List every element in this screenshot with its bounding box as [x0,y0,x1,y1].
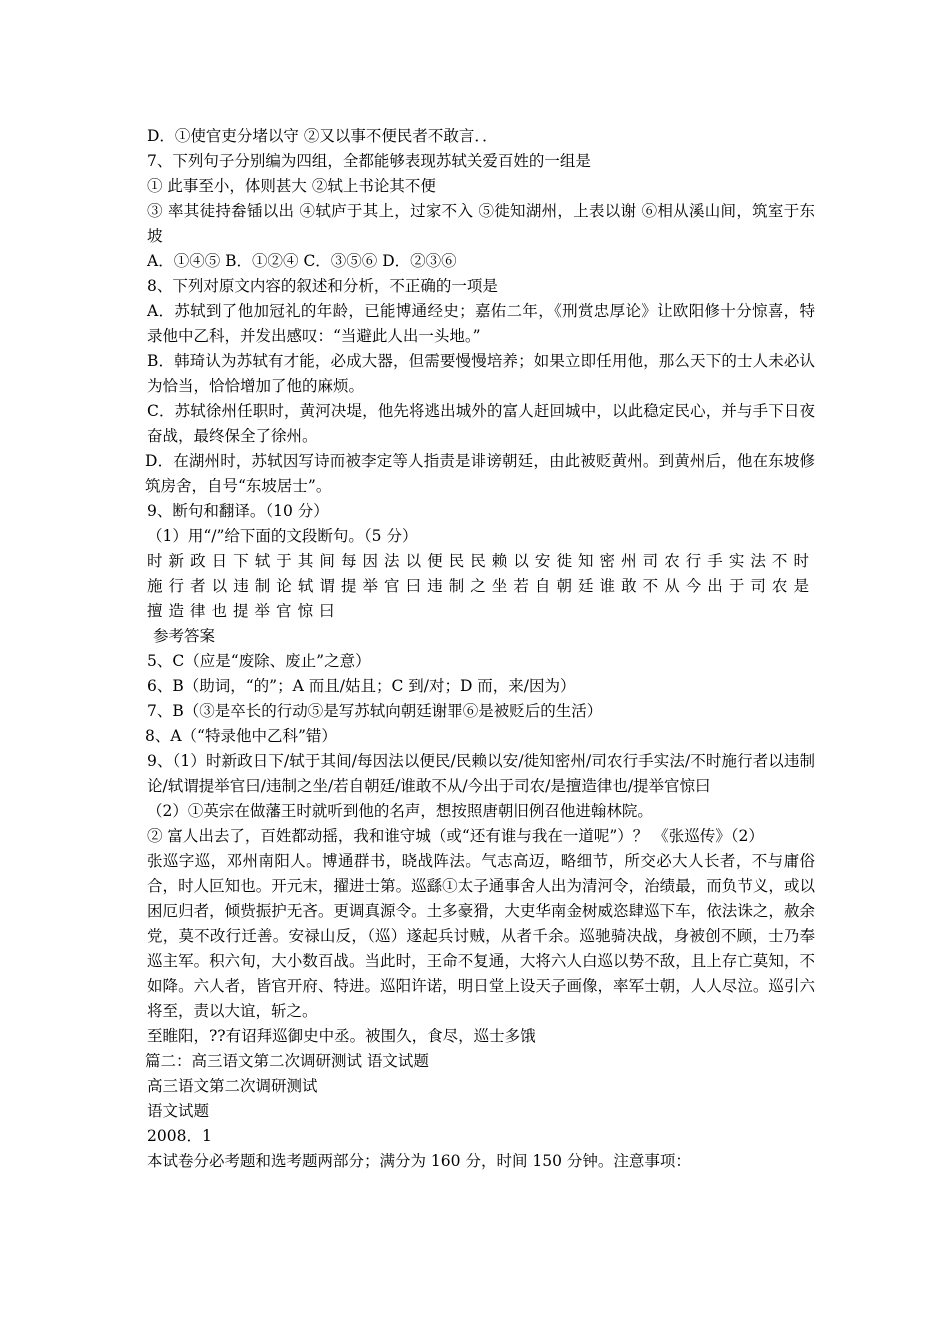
option-d-q6: D．①使官吏分堵以守 ②又以事不便民者不敢言．． [147,127,498,145]
answer-9-2a: （2）①英宗在做藩王时就听到他的名声，想按照唐朝旧例召他进翰林院。 [147,802,653,820]
q9-part-1: （1）用“/”给下面的文段断句。（5 分） [147,527,418,545]
q7-items-1: ① 此事至小，体则甚大 ②轼上书论其不便 [147,177,436,195]
zhang-xun-passage-cont: 至睢阳，??有诏拜巡御史中丞。被围久，食尽，巡士多饿 [147,1027,536,1045]
q8-option-b: B．韩琦认为苏轼有才能，必成大器，但需要慢慢培养；如果立即任用他，那么天下的士人未必认为恰当，恰恰增加了他的麻烦。 [147,352,815,395]
q8-option-d: D．在湖州时，苏轼因写诗而被李定等人指责是诽谤朝廷，由此被贬黄州。到黄州后，他在东坡修筑房舍，自号“东坡居士”。 [145,452,815,495]
answer-8: 8、A（“特录他中乙科”错） [145,727,337,745]
answer-9-2b: ② 富人出去了，百姓都动摇，我和谁守城（或“还有谁与我在一道呢”）？ 《张巡传》（2） [147,827,764,845]
exam-instructions: 本试卷分必考题和选考题两部分；满分为 160 分，时间 150 分钟。注意事项： [147,1152,691,1170]
answer-5: 5、C（应是“废除、废止”之意） [147,652,371,670]
question-8: 8、下列对原文内容的叙述和分析，不正确的一项是 [147,277,498,295]
q7-items-2: ③ 率其徒持畚锸以出 ④轼庐于其上，过家不入 ⑤徙知湖州，上表以谢 ⑥相从溪山间，筑室于东坡 [147,202,815,245]
answer-6: 6、B（助词，“的”；A 而且/姑且；C 到/对；D 而，来/因为） [147,677,576,695]
answer-7: 7、B（③是卒长的行动⑤是写苏轼向朝廷谢罪⑥是被贬后的生活） [147,702,603,720]
exam-title: 高三语文第二次调研测试 [147,1077,318,1095]
question-9: 9、断句和翻译。（10 分） [147,502,329,520]
question-7: 7、下列句子分别编为四组，全都能够表现苏轼关爱百姓的一组是 [147,152,591,170]
q9-passage: 时新政日下轼于其间每因法以便民民赖以安徙知密州司农行手实法不时施行者以违制论轼谓提举官曰违制之坐若自朝廷谁敢不从今出于司农是擅造律也提举官惊曰 [147,552,815,620]
exam-date: 2008．1 [147,1127,212,1145]
q8-option-a: A．苏轼到了他加冠礼的年龄，已能博通经史；嘉佑二年，《刑赏忠厚论》让欧阳修十分惊喜，特录他中乙科，并发出感叹：“当避此人出一头地。” [147,302,815,345]
q7-options: A．①④⑤ B．①②④ C．③⑤⑥ D．②③⑥ [147,252,457,270]
zhang-xun-passage: 张巡字巡，邓州南阳人。博通群书，晓战阵法。气志高迈，略细节，所交必大人长者，不与庸俗合，时人叵知也。开元末，擢进士第。巡繇①太子通事舍人出为清河令，治绩最，而负节义，或以困厄归者，倾赀振护无吝。更调真源令。土多豪猾，大吏华南金树威恣肆巡下车，依法诛之，赦余党，莫不改行迁善。安禄山反，（巡）遂起兵讨贼，从者千余。巡驰骑决战，身被创不顾，士乃奉巡主军。积六旬，大小数百战。当此时，王命不复通，大将六人白巡以势不敌，且上存亡莫知，不如降。六人者，皆官开府、特进。巡阳许诺，明日堂上设天子画像，率军士朝，人人尽泣。巡引六将至，责以大谊，斩之。 [147,852,815,1020]
q8-option-c: C．苏轼徐州任职时，黄河决堤，他先将逃出城外的富人赶回城中，以此稳定民心，并与手下日夜奋战，最终保全了徐州。 [147,402,815,445]
document-body [145,124,815,1174]
section-title-2: 篇二：高三语文第二次调研测试 语文试题 [145,1052,429,1070]
answer-heading: 参考答案 [153,627,216,645]
exam-subtitle: 语文试题 [147,1102,210,1120]
answer-9-1: 9、（1）时新政日下/轼于其间/每因法以便民/民赖以安/徙知密州/司农行手实法/不时施行者以违制论/轼谓提举官曰/违制之坐/若自朝廷/谁敢不从/今出于司农/是擅造律也/提举官惊曰 [147,752,815,795]
